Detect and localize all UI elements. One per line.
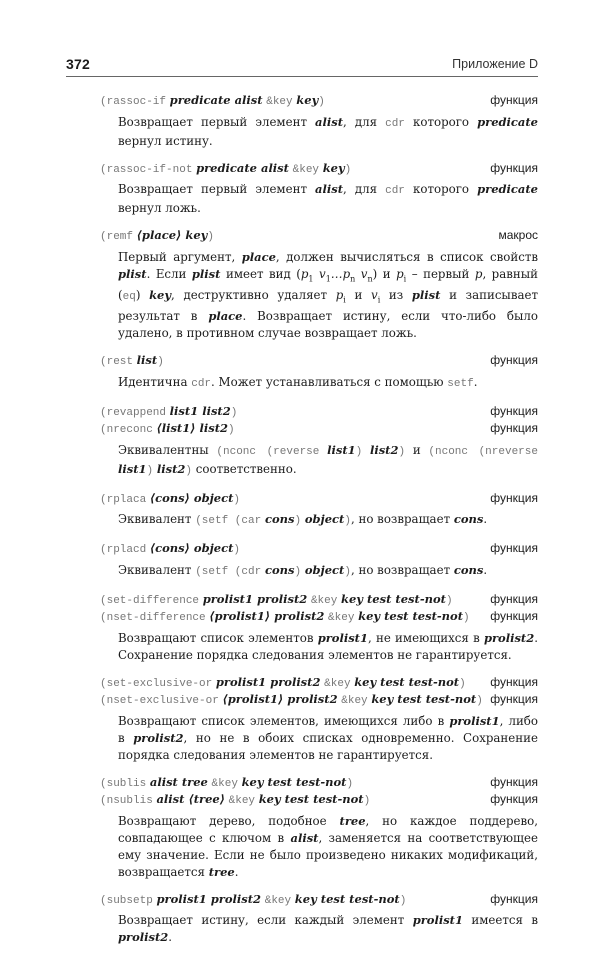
text-span: p: [300, 266, 309, 281]
text-span: &key: [328, 612, 355, 625]
entry-type: функция: [490, 692, 538, 707]
text-span: key: [322, 160, 345, 175]
signature: [100, 541, 538, 559]
text-span: &key: [292, 163, 320, 176]
text-span: ): [228, 424, 235, 437]
entry-type: функция: [490, 490, 538, 505]
text-span: ): [230, 406, 238, 419]
text-span: i: [403, 273, 407, 283]
text-span: cdr: [191, 377, 212, 390]
text-span: ): [135, 287, 150, 302]
text-span: predicate alist: [196, 160, 289, 175]
text-span: , но каждое поддерево, совпадающее с ключом в: [118, 813, 538, 845]
text-span: p: [474, 266, 483, 281]
text-span: , для: [343, 114, 386, 129]
text-span: ): [463, 612, 470, 625]
text-span: cons: [264, 562, 295, 577]
entry-type: макрос: [498, 228, 538, 242]
text-span: list1: [327, 442, 356, 457]
text-span: ): [355, 445, 363, 458]
text-span: predicate alist: [169, 93, 263, 107]
text-span: alist ⟨tree⟩: [156, 792, 225, 807]
entry-description: [118, 511, 538, 530]
signature: [100, 228, 538, 246]
page-number: 372: [66, 56, 90, 72]
text-span: , либо в: [118, 713, 539, 745]
entry-type: функция: [490, 93, 538, 107]
text-span: cdr: [385, 117, 405, 130]
text-span: alist: [315, 114, 344, 129]
text-span: Эквивалентны: [118, 442, 217, 457]
text-span: key: [149, 287, 172, 302]
signature: [100, 353, 538, 371]
entry-type: функция: [490, 421, 538, 436]
text-span: (rest: [100, 356, 134, 369]
entry-rest: [100, 353, 538, 393]
text-span: Эквивалент: [118, 512, 196, 527]
text-span: predicate: [477, 114, 539, 129]
text-span: object: [304, 512, 345, 527]
text-span: 1: [325, 273, 331, 283]
text-span: , равный (: [118, 266, 539, 302]
entry-rassoc-if-not: [100, 161, 538, 218]
text-span: (set-exclusive-or: [100, 677, 213, 690]
text-span: и: [345, 287, 372, 302]
text-span: place: [241, 249, 276, 264]
text-span: key test test-not: [358, 609, 464, 624]
entry-rassoc-if: [100, 93, 538, 150]
entry-type: функция: [490, 403, 538, 418]
text-span: Возвращают список элементов: [118, 630, 318, 645]
text-span: p: [335, 287, 344, 302]
text-span: (rplacd: [100, 544, 147, 557]
text-span: ): [318, 96, 325, 108]
text-span: &key: [310, 594, 338, 607]
signature: [100, 592, 538, 610]
text-span: (setf (car: [195, 515, 262, 528]
text-span: ⟨cons⟩ object: [149, 541, 234, 556]
text-span: (rplaca: [100, 493, 147, 506]
text-span: ): [476, 695, 483, 708]
entry-type: функция: [490, 541, 538, 556]
text-span: ): [344, 163, 352, 176]
signature: [100, 93, 538, 111]
text-span: которого: [404, 114, 478, 129]
entry-type: функция: [490, 774, 538, 789]
text-span: cons: [453, 562, 484, 577]
text-span: prolist1 prolist2: [215, 674, 321, 689]
text-span: place: [208, 309, 243, 324]
text-span: (nset-difference: [100, 612, 206, 625]
entry-type: функция: [490, 792, 538, 807]
text-span: ): [363, 795, 371, 808]
entry-set-exclusive-or: [100, 675, 538, 764]
text-span: , но возвращает: [350, 562, 454, 577]
text-span: (setf (cdr: [195, 565, 262, 578]
signature: [100, 161, 538, 179]
text-span: list1: [118, 461, 147, 476]
text-span: (remf: [100, 231, 134, 243]
entry-description: [118, 912, 538, 946]
text-span: ): [207, 231, 214, 243]
text-span: ): [459, 677, 466, 690]
text-span: Идентична: [118, 374, 192, 389]
text-span: p: [396, 266, 404, 281]
signature: [100, 692, 538, 710]
text-span: ): [146, 464, 154, 477]
text-span: cdr: [385, 185, 405, 197]
entry-revappend: [100, 404, 538, 480]
text-span: key test test-not: [371, 692, 477, 707]
text-span: v: [371, 287, 378, 302]
text-span: plist: [118, 266, 147, 281]
signature: [100, 609, 538, 627]
text-span: prolist1 prolist2: [156, 891, 262, 906]
text-span: i: [343, 295, 346, 305]
text-span: object: [304, 562, 345, 577]
text-span: , должен вычисляться в список свойств: [275, 249, 538, 264]
text-span: вернул истину.: [118, 133, 213, 148]
text-span: ): [157, 356, 164, 369]
text-span: имеется в: [462, 913, 538, 928]
text-span: predicate: [477, 182, 539, 196]
text-span: list1 list2: [169, 403, 231, 418]
text-span: Возвращают дерево, подобное: [118, 813, 340, 828]
text-span: list2: [369, 442, 399, 457]
text-span: plist: [411, 287, 441, 302]
signature: [100, 892, 538, 910]
reference-entries: [100, 93, 538, 957]
text-span: .: [483, 562, 488, 577]
text-span: cons: [264, 512, 295, 527]
text-span: key test test-not: [294, 891, 400, 906]
entry-type: функция: [490, 160, 538, 175]
text-span: &key: [324, 677, 351, 690]
entry-set-difference: [100, 592, 538, 664]
signature: [100, 675, 538, 693]
text-span: ⟨place⟩ key: [136, 228, 208, 242]
text-span: prolist2: [133, 730, 184, 745]
text-span: ⟨prolist1⟩ prolist2: [209, 609, 325, 624]
text-span: , но возвращает: [350, 512, 454, 527]
text-span: имеет вид (: [220, 266, 301, 281]
entry-type: функция: [490, 674, 538, 689]
text-span: (subsetp: [100, 894, 153, 907]
entry-description: [118, 374, 538, 393]
text-span: ⟨prolist1⟩ prolist2: [222, 692, 338, 707]
text-span: Эквивалент: [118, 562, 196, 577]
chapter-title: Приложение D: [452, 57, 538, 71]
entry-description: [118, 562, 538, 581]
text-span: &key: [228, 795, 256, 808]
text-span: .: [168, 930, 173, 945]
text-span: , но не в обоих списках одновременно. Сохранение порядка следования элементов не гарантируется.: [118, 730, 538, 762]
text-span: ): [344, 515, 351, 528]
text-span: из: [380, 287, 412, 302]
text-span: ⟨cons⟩ object: [149, 490, 234, 505]
entry-rplaca: [100, 491, 538, 531]
text-span: ): [399, 894, 407, 907]
entry-type: функция: [490, 891, 538, 906]
text-span: n: [367, 273, 373, 283]
text-span: (rassoc-if: [100, 96, 167, 108]
text-span: ): [346, 777, 354, 790]
text-span: . Возвращает истину, если что-либо было удалено, в противном случае возвращает ложь.: [118, 309, 538, 341]
text-span: &key: [266, 96, 293, 108]
page-header: [66, 56, 538, 77]
text-span: и: [405, 442, 429, 457]
entry-type: функция: [490, 353, 538, 368]
signature: [100, 491, 538, 509]
text-span: (nsublis: [100, 795, 153, 808]
text-span: &key: [264, 894, 292, 907]
text-span: Возвращает истину, если каждый элемент: [118, 913, 413, 928]
text-span: key test test-not: [241, 774, 347, 789]
text-span: 1: [308, 273, 314, 283]
text-span: (nconc (reverse: [216, 445, 320, 458]
text-span: Возвращает первый элемент: [118, 182, 316, 196]
text-span: cons: [453, 512, 484, 527]
text-span: ): [294, 565, 302, 578]
text-span: .: [234, 864, 239, 879]
text-span: (nset-exclusive-or: [100, 695, 219, 708]
text-span: prolist1: [317, 630, 368, 645]
text-span: &key: [341, 695, 368, 708]
text-span: – первый: [406, 266, 475, 281]
text-span: key test test-not: [341, 591, 446, 606]
text-span: prolist2: [118, 930, 169, 945]
text-span: Первый аргумент,: [118, 249, 242, 264]
text-span: (rassoc-if-not: [100, 163, 193, 176]
text-span: соответственно.: [192, 461, 297, 476]
text-span: , для: [343, 182, 386, 196]
text-span: . Может устанавливаться с помощью: [211, 374, 448, 389]
text-span: tree: [208, 864, 235, 879]
text-span: list2: [156, 461, 186, 476]
entry-remf: [100, 228, 538, 342]
text-span: (revappend: [100, 406, 167, 419]
text-span: prolist1 prolist2: [202, 591, 308, 606]
signature: [100, 421, 538, 439]
text-span: alist: [290, 830, 319, 845]
text-span: n: [350, 273, 356, 283]
text-span: v: [355, 266, 368, 281]
text-span: setf: [447, 377, 474, 390]
text-span: key test test-not: [354, 674, 460, 689]
text-span: key test test-not: [258, 792, 364, 807]
text-span: …p: [330, 266, 351, 281]
text-span: (sublis: [100, 777, 147, 790]
entry-rplacd: [100, 541, 538, 581]
signature: [100, 775, 538, 793]
text-span: (nreconc: [100, 424, 153, 437]
entry-subsetp: [100, 892, 538, 947]
text-span: list: [136, 353, 158, 368]
text-span: ): [445, 594, 453, 607]
text-span: ⟨list1⟩ list2: [156, 421, 229, 436]
text-span: . Сохранение порядка следования элементов не гарантируется.: [118, 630, 538, 662]
signature: [100, 404, 538, 422]
text-span: ): [185, 464, 193, 477]
entry-description: [118, 713, 538, 764]
text-span: ) и: [372, 266, 397, 281]
text-span: prolist1: [449, 713, 500, 728]
entry-description: [118, 249, 538, 343]
text-span: plist: [191, 266, 221, 281]
text-span: tree: [339, 813, 366, 828]
text-span: i: [377, 295, 381, 305]
text-span: eq: [122, 290, 136, 303]
text-span: alist: [315, 182, 344, 196]
text-span: ): [233, 493, 241, 506]
text-span: .: [483, 512, 488, 527]
signature: [100, 792, 538, 810]
entry-type: функция: [490, 591, 538, 606]
text-span: alist tree: [149, 774, 208, 789]
entry-type: функция: [490, 609, 538, 624]
entry-description: [118, 181, 538, 217]
text-span: ): [398, 445, 406, 458]
entry-description: [118, 630, 538, 664]
text-span: ): [233, 544, 241, 557]
text-span: Возвращают список элементов, имеющихся либо в: [118, 713, 450, 728]
text-span: v: [313, 266, 326, 281]
entry-description: [118, 442, 538, 480]
text-span: ): [344, 565, 351, 578]
text-span: .: [473, 374, 478, 389]
text-span: prolist1: [412, 913, 463, 928]
text-span: , заменяется на соответствующее ему значение. Если не было произведено никаких модификаций, возвращается: [118, 830, 538, 879]
text-span: (nconc (nreverse: [428, 445, 538, 458]
text-span: Возвращает первый элемент: [118, 114, 316, 129]
text-span: . Если: [146, 266, 192, 281]
entry-description: [118, 114, 538, 150]
text-span: prolist2: [483, 630, 535, 645]
text-span: (set-difference: [100, 594, 200, 607]
text-span: вернул ложь.: [118, 201, 201, 215]
text-span: которого: [404, 182, 478, 196]
text-span: и записывает результат в: [118, 287, 539, 324]
entry-sublis: [100, 775, 538, 881]
text-span: , деструктивно удаляет: [171, 287, 336, 302]
text-span: &key: [211, 777, 238, 790]
text-span: key: [296, 93, 319, 107]
text-span: , не имеющихся в: [367, 630, 484, 645]
text-span: ): [294, 515, 302, 528]
